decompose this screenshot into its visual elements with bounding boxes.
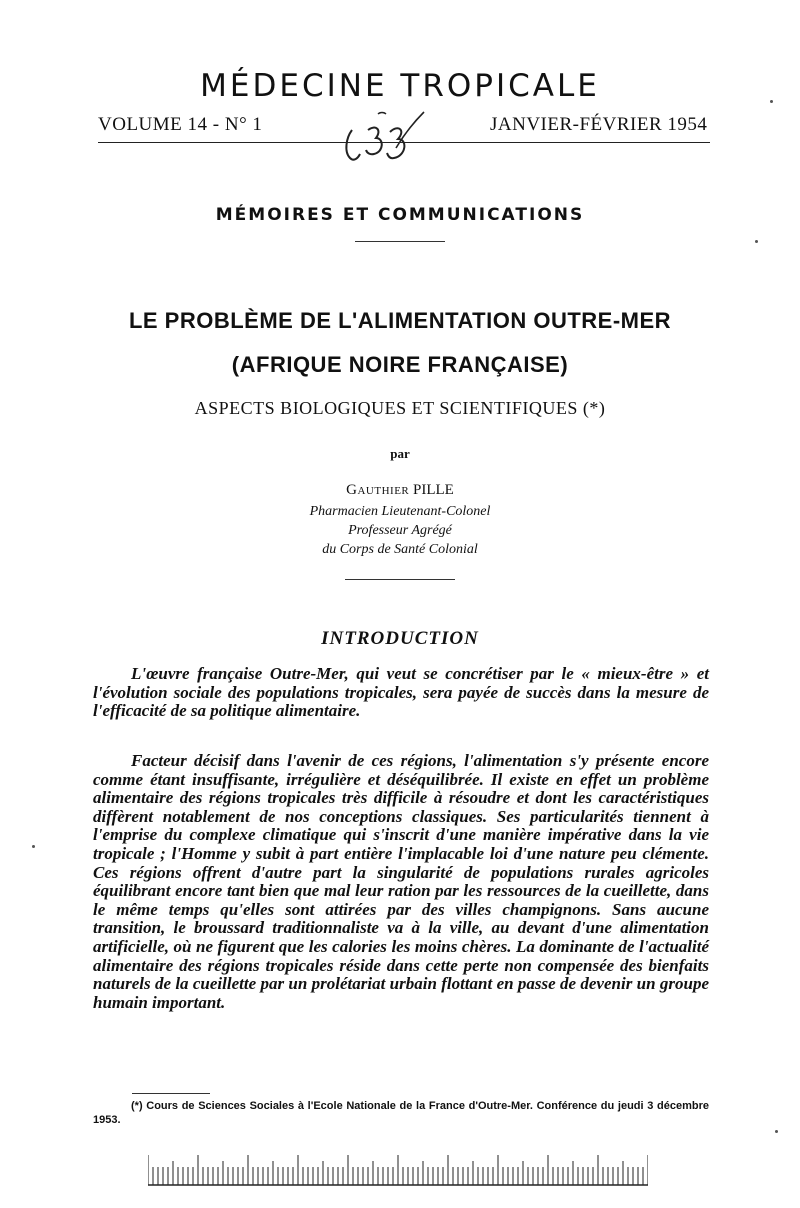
- journal-title: MÉDECINE TROPICALE: [200, 68, 600, 104]
- volume-number: VOLUME 14 - N° 1: [98, 114, 263, 135]
- scan-speck: [32, 845, 35, 848]
- divider: [355, 241, 445, 242]
- author-affiliation-1: Pharmacien Lieutenant-Colonel: [309, 504, 491, 519]
- article-title-line2: (AFRIQUE NOIRE FRANÇAISE): [231, 352, 569, 377]
- author-first-name: Gauthier: [346, 482, 410, 498]
- scan-speck: [775, 1130, 778, 1133]
- footnote: (*) Cours de Sciences Sociales à l'Ecole Nationale de la France d'Outre-Mer. Conférence du jeudi 3 décembre 1953.: [93, 1100, 709, 1126]
- introduction-paragraph-1: L'œuvre française Outre-Mer, qui veut se concrétiser par le « mieux-être » et l'évolution sociale des populations tropicales, sera payée de succès dans la mesure de l'efficacité de sa politique alimentaire.: [93, 664, 709, 721]
- author-affiliation-3: du Corps de Santé Colonial: [322, 542, 478, 557]
- handwritten-annotation-icon: [338, 108, 428, 168]
- byline-par: par: [390, 446, 410, 461]
- article-subtitle: ASPECTS BIOLOGIQUES ET SCIENTIFIQUES (*): [194, 398, 606, 418]
- footnote-rule: [132, 1093, 210, 1094]
- issue-date: JANVIER-FÉVRIER 1954: [490, 114, 708, 135]
- scan-speck: [755, 240, 758, 243]
- introduction-heading: INTRODUCTION: [321, 628, 479, 649]
- scan-speck: [770, 100, 773, 103]
- author-affiliation-2: Professeur Agrégé: [348, 523, 452, 538]
- author-last-name: PILLE: [413, 482, 454, 498]
- author-name: [200, 482, 600, 499]
- article-title-line1: LE PROBLÈME DE L'ALIMENTATION OUTRE-MER: [128, 308, 672, 333]
- measurement-scale: [148, 1154, 648, 1186]
- divider: [345, 579, 455, 580]
- introduction-paragraph-2: Facteur décisif dans l'avenir de ces régions, l'alimentation s'y présente encore comme étant insuffisante, irrégulière et déséquilibrée. Il existe en effet un problème alimentaire des régions tropicales très difficile à résoudre et dont les caractéristiques diffèrent notablement de nos conceptions classiques. Ses particularités tiennent à l'emprise du complexe climatique qui s'inscrit d'une manière impérative dans la vie tropicale ; l'Homme y subit à part entière l'implacable loi d'une nature peu clémente. Ces régions offrent d'autre part la singularité de populations rurales agricoles équilibrant encore tant bien que mal leur ration par les ressources de la cueillette, dans le même temps qu'elles sont attirées par des villes champignons. Sans aucune transition, le broussard traditionnaliste va à la ville, au devant d'une alimentation artificielle, où ne figurent que les calories les moins chères. La dominante de l'actualité alimentaire des régions tropicales réside dans cette perte non compensée des bienfaits naturels de la cueillette par un prolétariat urbain flottant en passe de devenir un groupe humain important.: [93, 751, 709, 1012]
- section-heading: MÉMOIRES ET COMMUNICATIONS: [215, 205, 585, 225]
